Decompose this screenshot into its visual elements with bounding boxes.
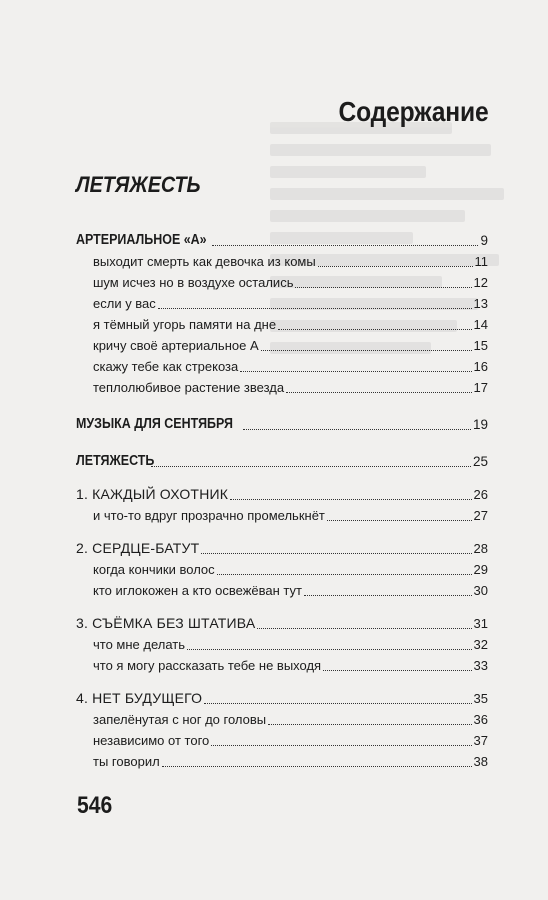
- dot-leader: [323, 670, 471, 671]
- toc-entry-page: 14: [473, 317, 488, 332]
- toc-spacer: [76, 398, 488, 414]
- toc-entry-sub: [76, 730, 488, 751]
- toc-entry-page: 17: [473, 380, 488, 395]
- toc-entry-page: 13: [473, 296, 488, 311]
- dot-leader: [217, 574, 472, 575]
- toc-entry-title: независимо от того: [93, 733, 210, 748]
- dot-leader: [187, 649, 472, 650]
- dot-leader: [261, 350, 472, 351]
- toc-entry-part: [76, 538, 488, 559]
- toc-entry-title: кричу своё артериальное А: [93, 338, 259, 353]
- dot-leader: [212, 245, 479, 246]
- page-number: 546: [77, 792, 113, 819]
- toc-entry-section: [76, 230, 488, 251]
- toc-entry-part: [76, 688, 488, 709]
- toc-entry-page: 15: [473, 338, 488, 353]
- toc-entry-part: [76, 484, 488, 505]
- toc-entry-sub: [76, 655, 488, 676]
- toc-entry-section: [76, 451, 488, 472]
- toc-entry-title: что я могу рассказать тебе не выходя: [93, 658, 322, 673]
- toc-entry-title: 4. НЕТ БУДУЩЕГО: [76, 690, 203, 706]
- toc-entry-page: 30: [473, 583, 488, 598]
- dot-leader: [286, 392, 471, 393]
- toc-entry-title: теплолюбивое растение звезда: [93, 380, 285, 395]
- dot-leader: [318, 266, 473, 267]
- toc-entry-sub: [76, 314, 488, 335]
- dot-leader: [201, 553, 471, 554]
- toc-entry-sub: [76, 709, 488, 730]
- dot-leader: [295, 287, 471, 288]
- dot-leader: [327, 520, 472, 521]
- toc-entry-title: 3. СЪЁМКА БЕЗ ШТАТИВА: [76, 615, 256, 631]
- toc-entry-sub: [76, 377, 488, 398]
- toc-entry-sub: [76, 251, 488, 272]
- toc-entry-title: шум исчез но в воздухе остались: [93, 275, 294, 290]
- toc-entry-sub: [76, 634, 488, 655]
- toc-entry-page: 19: [472, 417, 488, 432]
- toc-entry-title: 2. СЕРДЦЕ-БАТУТ: [76, 540, 200, 556]
- dot-leader: [162, 766, 472, 767]
- toc-entry-page: 12: [473, 275, 488, 290]
- toc-spacer: [76, 435, 488, 451]
- toc-entry-page: 28: [473, 541, 488, 556]
- toc-entry-title: когда кончики волос: [93, 562, 215, 577]
- toc-entry-title: если у вас: [93, 296, 156, 311]
- toc-entry-sub: [76, 293, 488, 314]
- toc-entry-page: 27: [473, 508, 488, 523]
- toc-entry-title: ты говорил: [93, 754, 160, 769]
- toc-entry-title: 1. КАЖДЫЙ ОХОТНИК: [76, 486, 229, 502]
- toc-entry-title: АРТЕРИАЛЬНОЕ «А»: [76, 232, 207, 248]
- toc-entry-title: и что-то вдруг прозрачно промелькнёт: [93, 508, 325, 523]
- toc-entry-page: 36: [473, 712, 488, 727]
- toc-entry-title: выходит смерть как девочка из комы: [93, 254, 316, 269]
- dot-leader: [257, 628, 471, 629]
- toc-entry-sub: [76, 580, 488, 601]
- toc-entry-part: [76, 613, 488, 634]
- toc-entry-title: я тёмный угорь памяти на дне: [93, 317, 277, 332]
- book-title: ЛЕТЯЖЕСТЬ: [76, 172, 201, 197]
- toc-entry-sub: [76, 559, 488, 580]
- toc-entry-section: [76, 414, 488, 435]
- table-of-contents: [76, 230, 488, 772]
- toc-spacer: [76, 472, 488, 484]
- toc-entry-page: 25: [472, 454, 488, 469]
- toc-spacer: [76, 526, 488, 538]
- toc-entry-sub: [76, 751, 488, 772]
- toc-entry-title: кто иглокожен а кто освежёван тут: [93, 583, 302, 598]
- toc-entry-sub: [76, 335, 488, 356]
- toc-entry-page: 38: [473, 754, 488, 769]
- dot-leader: [151, 466, 471, 467]
- toc-entry-title: что мне делать: [93, 637, 186, 652]
- dot-leader: [204, 703, 471, 704]
- toc-entry-page: 11: [474, 254, 488, 269]
- toc-entry-page: 29: [473, 562, 488, 577]
- toc-entry-sub: [76, 505, 488, 526]
- toc-entry-title: скажу тебе как стрекоза: [93, 359, 239, 374]
- dot-leader: [268, 724, 471, 725]
- toc-entry-page: 9: [480, 233, 488, 248]
- toc-entry-title: МУЗЫКА ДЛЯ СЕНТЯБРЯ: [76, 416, 233, 432]
- toc-entry-page: 26: [473, 487, 488, 502]
- dot-leader: [230, 499, 471, 500]
- toc-entry-page: 37: [473, 733, 488, 748]
- toc-entry-page: 35: [473, 691, 488, 706]
- dot-leader: [278, 329, 471, 330]
- toc-entry-page: 16: [473, 359, 488, 374]
- toc-spacer: [76, 676, 488, 688]
- toc-entry-page: 31: [473, 616, 488, 631]
- dot-leader: [158, 308, 472, 309]
- toc-entry-sub: [76, 356, 488, 377]
- toc-entry-title: запелёнутая с ног до головы: [93, 712, 267, 727]
- dot-leader: [240, 371, 471, 372]
- toc-entry-sub: [76, 272, 488, 293]
- contents-heading: Содержание: [337, 96, 488, 127]
- toc-spacer: [76, 601, 488, 613]
- dot-leader: [243, 429, 471, 430]
- toc-entry-page: 32: [473, 637, 488, 652]
- toc-entry-title: ЛЕТЯЖЕСТЬ: [76, 453, 155, 469]
- dot-leader: [211, 745, 471, 746]
- toc-entry-page: 33: [473, 658, 488, 673]
- dot-leader: [304, 595, 472, 596]
